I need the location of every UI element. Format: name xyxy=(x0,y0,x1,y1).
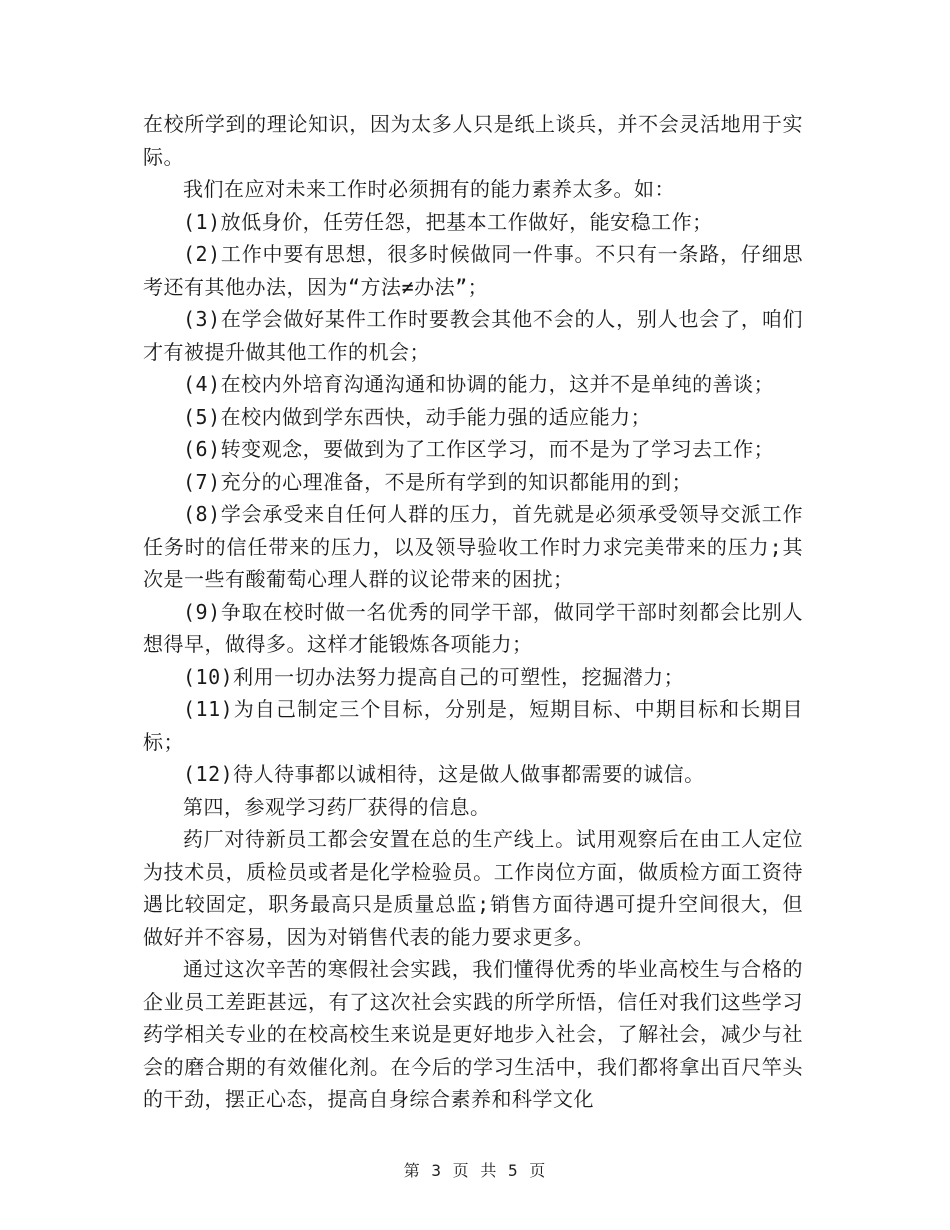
section-heading: 第四，参观学习药厂获得的信息。 xyxy=(183,794,491,819)
paragraph: 药厂对待新员工都会安置在总的生产线上。试用观察后在由工人定位为技术员，质检员或者是化学检验员。工作岗位方面，做质检方面工资待遇比较固定，职务最高只是质量总监;销售方面待遇可提升空间很大，但做好并不容易，因为对销售代表的能力要求更多。 xyxy=(143,827,803,949)
paragraph: 我们在应对未来工作时必须拥有的能力素养太多。如： xyxy=(183,177,675,201)
list-item: (5)在校内做到学东西快，动手能力强的适应能力； xyxy=(183,404,652,429)
list-item: (2)工作中要有思想，很多时候做同一件事。不只有一条路，仔细思考还有其他办法，因为“方法≠办法”； xyxy=(143,242,803,299)
list-item: (12)待人待事都以诚相待，这是做人做事都需要的诚信。 xyxy=(183,762,705,786)
paragraph: 在校所学到的理论知识，因为太多人只是纸上谈兵，并不会灵活地用于实际。 xyxy=(143,112,803,169)
list-item: (1)放低身价，任劳任怨，把基本工作做好，能安稳工作； xyxy=(183,209,713,234)
list-item: (6)转变观念，要做到为了工作区学习，而不是为了学习去工作； xyxy=(183,437,775,461)
list-item: (4)在校内外培育沟通沟通和协调的能力，这并不是单纯的善谈； xyxy=(183,372,775,396)
document-body xyxy=(143,108,803,1116)
list-item: (10)利用一切办法努力提高自己的可塑性，挖掘潜力； xyxy=(183,664,685,689)
list-item: (7)充分的心理准备，不是所有学到的知识都能用的到； xyxy=(183,469,693,494)
page-number-footer: 第 3 页 共 5 页 xyxy=(403,1161,547,1180)
list-item: (11)为自己制定三个目标，分别是，短期目标、中期目标和长期目标； xyxy=(143,697,803,754)
list-item: (3)在学会做好某件工作时要教会其他不会的人，别人也会了，咱们才有被提升做其他工作的机会； xyxy=(143,307,803,364)
list-item: (8)学会承受来自任何人群的压力，首先就是必须承受领导交派工作任务时的信任带来的压力，以及领导验收工作时力求完美带来的压力;其次是一些有酸葡萄心理人群的议论带来的困扰； xyxy=(143,502,803,591)
paragraph: 通过这次辛苦的寒假社会实践，我们懂得优秀的毕业高校生与合格的企业员工差距甚远，有了这次社会实践的所学所悟，信任对我们这些学习药学相关专业的在校高校生来说是更好地步入社会，了解社会，减少与社会的磨合期的有效催化剂。在今后的学习生活中，我们都将拿出百尺竿头的干劲，摆正心态，提高自身综合素养和科学文化 xyxy=(143,957,803,1111)
list-item: (9)争取在校时做一名优秀的同学干部，做同学干部时刻都会比别人想得早，做得多。这样才能锻炼各项能力； xyxy=(143,599,803,656)
